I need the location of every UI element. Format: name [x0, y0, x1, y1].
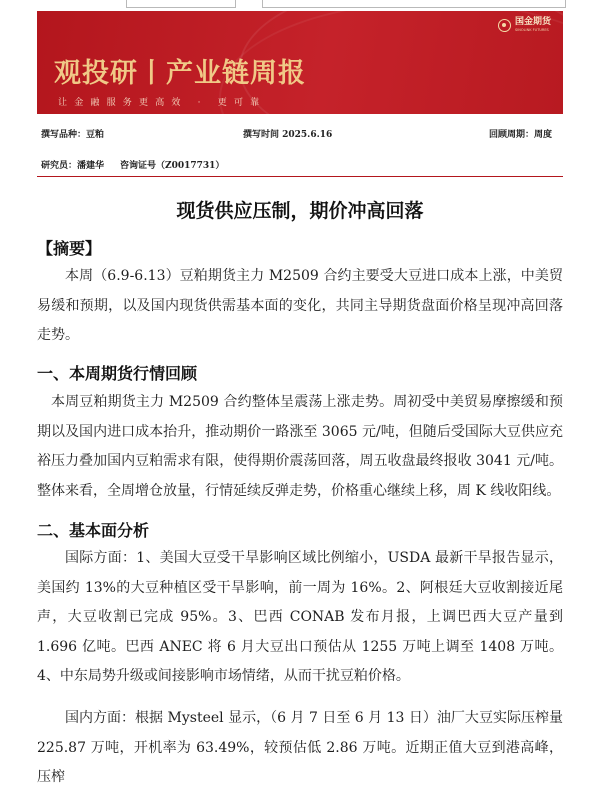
section-heading-review: 一、本周期货行情回顾	[37, 364, 198, 383]
meta-researcher: 研究员：潘建华	[41, 161, 105, 171]
domestic-paragraph: 国内方面：根据 Mysteel 显示，（6 月 7 日至 6 月 13 日）油厂大豆实际压榨量 225.87 万吨，开机率为 63.49%，较预估低 2.86 万吨。近期正值大豆到港高峰，压榨	[37, 710, 563, 785]
banner-slogan: 让金融服务更高效 · 更可靠	[58, 98, 267, 108]
logo-name-en: SINOLINK FUTURES	[514, 28, 549, 32]
section-heading-fundamentals: 二、基本面分析	[37, 521, 150, 540]
meta-period: 回顾周期：周度	[489, 130, 553, 140]
logo-icon	[498, 19, 511, 32]
international-paragraph: 国际方面：1、美国大豆受干旱影响区域比例缩小，USDA 最新干旱报告显示，美国约 13%的大豆种植区受干旱影响，前一周为 16%。2、阿根廷大豆收割接近尾声，大豆收割已完成 95%。3、巴西 CONAB 发布月报，上调巴西大豆产量到 1.696 亿吨。巴西 ANEC 将 6 月大豆出口预估从 1255 万吨上调至 1408 万吨。4、中东局势升级或间接影响市场情绪，从而干扰豆粕价格。	[37, 550, 563, 684]
company-logo	[498, 18, 551, 33]
top-frame-right	[262, 0, 566, 8]
top-frame-left	[126, 0, 236, 8]
page-title: 现货供应压制，期价冲高回落	[176, 200, 424, 222]
logo-name: 国金期货	[514, 17, 551, 27]
meta-variety: 撰写品种：豆粕	[41, 130, 105, 140]
meta-license: 咨询证号（Z0017731）	[120, 161, 225, 171]
banner-title: 观投研丨产业链周报	[54, 58, 306, 89]
summary-paragraph: 本周（6.9-6.13）豆粕期货主力 M2509 合约主要受大豆进口成本上涨，中美贸易缓和预期，以及国内现货供需基本面的变化，共同主导期货盘面价格呈现冲高回落走势。	[37, 268, 563, 343]
header-divider	[37, 176, 563, 177]
review-paragraph: 本周豆粕期货主力 M2509 合约整体呈震荡上涨走势。周初受中美贸易摩擦缓和预期以及国内进口成本抬升，推动期价一路涨至 3065 元/吨，但随后受国际大豆供应充裕压力叠加国内豆粕需求有限，使得期价震荡回落，周五收盘最终报收 3041 元/吨。整体来看，全周增仓放量，行情延续反弹走势，价格重心继续上移，周 K 线收阳线。	[37, 394, 563, 499]
meta-date: 撰写时间 2025.6.16	[243, 130, 333, 140]
summary-heading: 【摘要】	[37, 239, 102, 258]
report-banner	[37, 11, 563, 114]
